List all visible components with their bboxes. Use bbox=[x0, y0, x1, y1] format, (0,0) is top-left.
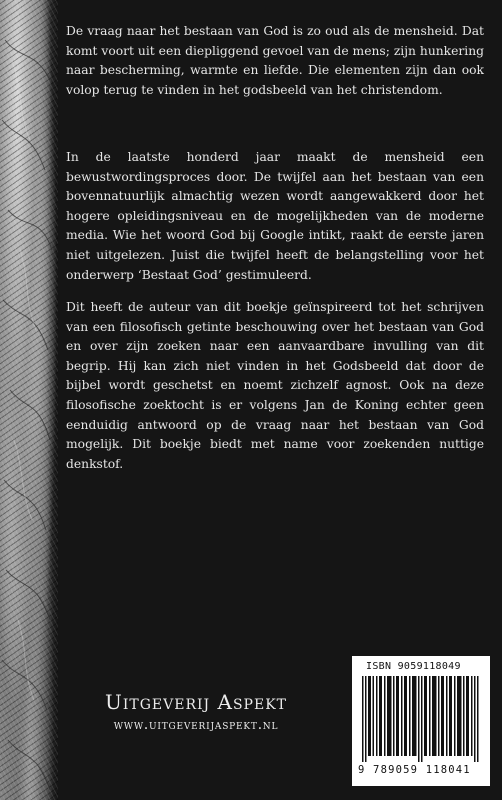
barcode-digits: 9 789059 118041 bbox=[358, 764, 471, 776]
isbn-label: ISBN 9059118049 bbox=[366, 661, 461, 672]
publisher-name: Uitgeverij Aspekt bbox=[105, 690, 287, 714]
barcode-box bbox=[352, 656, 490, 786]
blurb-paragraph-3: Dit heeft de auteur van dit boekje geïnspireerd tot het schrijven van een filosofisch getinte beschouwing over het bestaan van God en over zijn zoeken naar een aanvaardbare invulling van dit begrip. Hij kan zich niet vinden in het Godsbeeld dat door de bijbel wordt geschetst en noemt zichzelf agnost. Ook na deze filosofische zoektocht is er volgens Jan de Koning echter geen eenduidig antwoord op de vraag naar het bestaan van God mogelijk. Dit boekje biedt met name voor zoekenden nuttige denkstof. bbox=[66, 300, 484, 471]
publisher-block bbox=[66, 690, 326, 734]
publisher-url: www.uitgeverijaspekt.nl bbox=[113, 717, 279, 733]
engraving-illustration bbox=[0, 0, 58, 800]
engraving-lines bbox=[0, 0, 58, 800]
blurb-paragraph-2: In de laatste honderd jaar maakt de mensheid een bewustwordingsproces door. De twijfel aan het bestaan van een bovennatuurlijk almachtig wezen wordt aangewakkerd door het hogere opleidingsniveau en de mogelijkheden van de moderne media. Wie het woord God bij Google intikt, raakt de eerste jaren niet uitgelezen. Juist die twijfel heeft de belangstelling voor het onderwerp ‘Bestaat God’ gestimuleerd. bbox=[66, 150, 484, 282]
blurb-paragraph-1: De vraag naar het bestaan van God is zo oud als de mensheid. Dat komt voort uit een diepliggend gevoel van de mens; zijn hunkering naar bescherming, warmte en liefde. Die elementen zijn dan ook volop terug te vinden in het godsbeeld van het christendom. bbox=[66, 24, 484, 97]
barcode-icon bbox=[362, 676, 480, 762]
